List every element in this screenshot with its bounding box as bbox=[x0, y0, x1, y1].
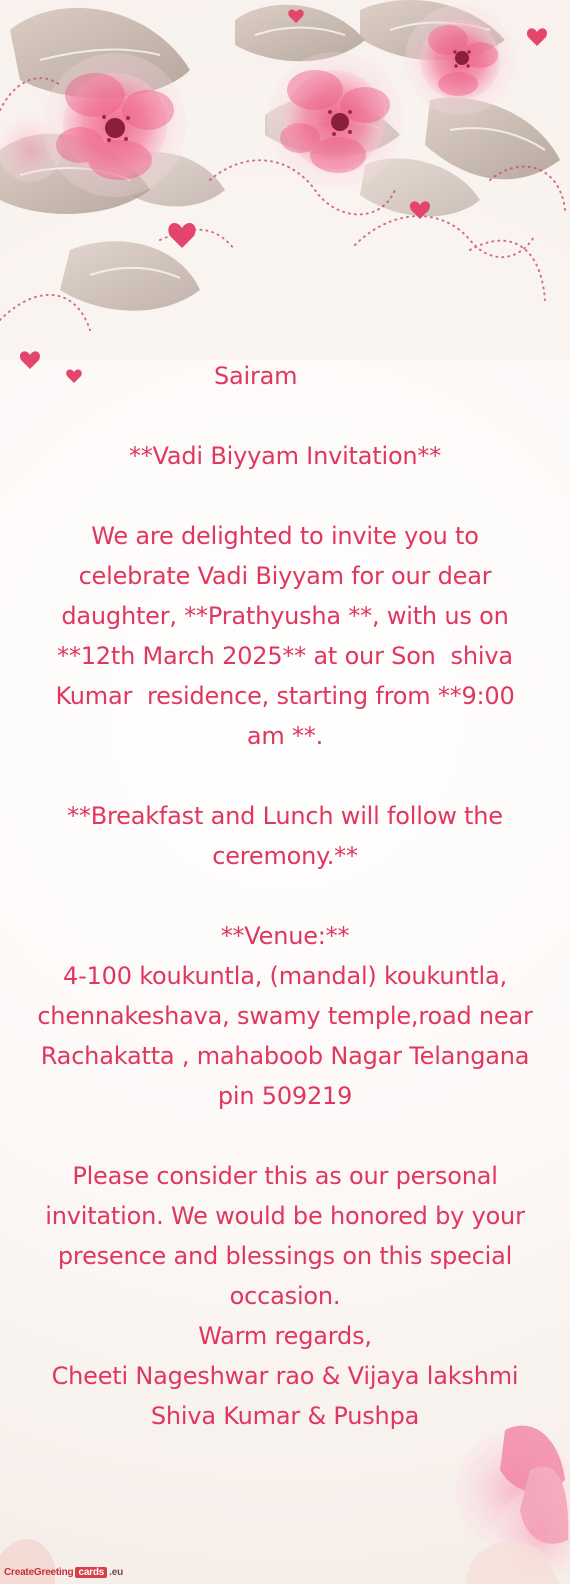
venue-heading: **Venue:** bbox=[220, 922, 350, 950]
greeting: Sairam bbox=[214, 362, 298, 390]
venue-line-2: chennakeshava, swamy temple,road near bbox=[37, 1002, 533, 1030]
invite-line-3: daughter, **Prathyusha **, with us on bbox=[61, 602, 509, 630]
invitation-title: **Vadi Biyyam Invitation** bbox=[128, 442, 442, 470]
closing-line-1: Please consider this as our personal bbox=[72, 1162, 498, 1190]
meal-line-2: ceremony.** bbox=[212, 842, 358, 870]
closing-line-3: presence and blessings on this special bbox=[57, 1242, 513, 1270]
invitation-message bbox=[32, 356, 538, 1436]
invite-line-1: We are delighted to invite you to bbox=[91, 522, 479, 550]
brand-cards: cards bbox=[75, 1567, 107, 1578]
regards: Warm regards, bbox=[198, 1322, 372, 1350]
venue-line-3: Rachakatta , mahaboob Nagar Telangana bbox=[40, 1042, 530, 1070]
closing-line-2: invitation. We would be honored by your bbox=[45, 1202, 525, 1230]
signature-1: Cheeti Nageshwar rao & Vijaya lakshmi bbox=[51, 1362, 519, 1390]
invite-line-6: am **. bbox=[246, 722, 324, 750]
invite-line-4: **12th March 2025** at our Son shiva bbox=[57, 642, 513, 670]
brand-logo[interactable] bbox=[4, 1567, 123, 1578]
closing-line-4: occasion. bbox=[229, 1282, 341, 1310]
venue-line-1: 4-100 koukuntla, (mandal) koukuntla, bbox=[63, 962, 507, 990]
spacer bbox=[32, 1116, 538, 1156]
spacer bbox=[32, 876, 538, 916]
brand-name: CreateGreeting bbox=[4, 1567, 74, 1578]
spacer bbox=[32, 756, 538, 796]
venue-line-4: pin 509219 bbox=[217, 1082, 353, 1110]
invite-line-2: celebrate Vadi Biyyam for our dear bbox=[78, 562, 492, 590]
brand-domain: .eu bbox=[109, 1567, 123, 1578]
meal-line-1: **Breakfast and Lunch will follow the bbox=[67, 802, 503, 830]
signature-2: Shiva Kumar & Pushpa bbox=[150, 1402, 420, 1430]
spacer bbox=[32, 476, 538, 516]
invite-line-5: Kumar residence, starting from **9:00 bbox=[55, 682, 515, 710]
spacer bbox=[32, 396, 538, 436]
